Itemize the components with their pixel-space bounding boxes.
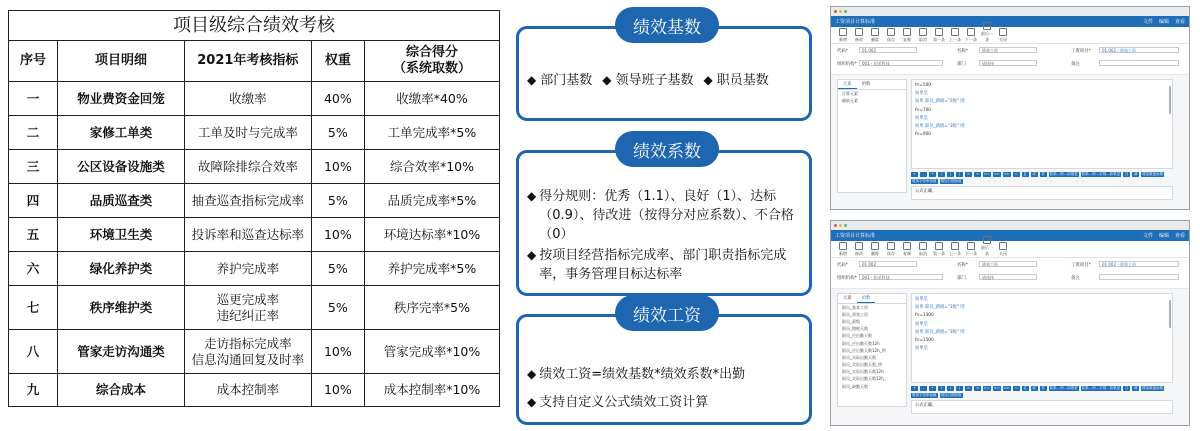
- operator-button[interactable]: <: [974, 386, 981, 391]
- toolbar: [831, 241, 1189, 258]
- toolbar-icon: [951, 242, 959, 250]
- panel-performance-base: [516, 17, 812, 121]
- operator-button[interactable]: 如果…则…如果是: [1049, 172, 1078, 176]
- operator-button[interactable]: /: [938, 386, 945, 391]
- cell-indicator: 故障除排综合效率: [184, 150, 311, 184]
- table-row: [9, 150, 500, 184]
- bullet-text: 支持自定义公式绩效工资计算: [539, 395, 709, 410]
- cell-item: 品质巡查类: [58, 184, 185, 218]
- bullet-text: 得分规则：优秀（1.1）、良好（1）、达标（0.9）、待改进（按得分对应系数）、不合格（0）: [539, 189, 794, 242]
- toolbar-label: 删除: [871, 37, 879, 42]
- form-input[interactable]: 绩效工资: [979, 261, 1037, 267]
- formula-line: 如果 职员_薪级="3级" 则: [915, 123, 965, 129]
- operator-button[interactable]: >: [965, 172, 972, 177]
- base-items: [527, 71, 803, 90]
- bullet-item: [527, 246, 803, 284]
- operator-button[interactable]: =: [1013, 172, 1020, 177]
- cell-no: 一: [9, 82, 58, 116]
- element-tree: [837, 79, 907, 193]
- tree-item[interactable]: 计算元素: [842, 90, 858, 96]
- toolbar-icon: [999, 242, 1007, 250]
- window-dot-icon[interactable]: [839, 224, 842, 227]
- toolbar-icon: [903, 28, 911, 36]
- formula-line: 如果 职员_薪级="1级" 则: [915, 305, 965, 311]
- cell-weight: 5%: [311, 286, 364, 330]
- tab-0[interactable]: 元素: [838, 80, 857, 89]
- operator-button[interactable]: >=: [984, 172, 990, 176]
- tree-item[interactable]: 职员_应出勤天数12h_例: [842, 347, 886, 353]
- toolbar-button[interactable]: [884, 242, 898, 257]
- window-dot-icon[interactable]: [844, 10, 847, 13]
- formula-editor[interactable]: [911, 293, 1173, 383]
- bullet-text: 领导班子基数: [615, 73, 694, 88]
- toolbar-icon: [887, 242, 895, 250]
- toolbar-label: 删除: [871, 251, 879, 256]
- form-area: [831, 258, 1189, 289]
- window-menu: [1143, 232, 1185, 239]
- table-row: [9, 116, 500, 150]
- form-label: 名称*: [957, 263, 968, 268]
- toolbar-button[interactable]: [836, 242, 850, 257]
- cell-weight: 5%: [311, 252, 364, 286]
- bullet-item: [527, 393, 803, 412]
- operator-button[interactable]: -: [920, 172, 927, 177]
- toolbar-button[interactable]: [948, 242, 962, 257]
- panel-performance-coefficient: [516, 141, 812, 296]
- cell-indicator: 养护完成率: [184, 252, 311, 286]
- cell-weight: 10%: [311, 150, 364, 184]
- cell-item: 秩序维护类: [58, 286, 185, 330]
- window-dot-icon[interactable]: [834, 10, 837, 13]
- operator-button[interactable]: 或: [1032, 172, 1036, 176]
- header-cell: 序号: [9, 41, 58, 82]
- toolbar-button[interactable]: [852, 28, 866, 43]
- cell-indicator: 抽查巡查指标完成率: [184, 184, 311, 218]
- table-title: 项目级综合绩效考核: [9, 11, 500, 41]
- toolbar-label: 最后一条: [981, 245, 993, 256]
- bullet-item: [704, 71, 769, 90]
- table-row: [9, 374, 500, 407]
- window-chrome: [831, 7, 1189, 16]
- bullet-text: 职员基数: [716, 73, 769, 88]
- toolbar-label: 取消: [919, 251, 927, 256]
- form-label: 代码*: [837, 49, 848, 54]
- form-input[interactable]: [1099, 60, 1179, 66]
- diamond-bullet-icon: ◆: [527, 189, 537, 203]
- formula-line: 如果是: [915, 346, 928, 352]
- form-input[interactable]: 01.002: [859, 47, 917, 53]
- table-row: [9, 330, 500, 374]
- header-cell: 2021年考核指标: [184, 41, 311, 82]
- toolbar-icon: [967, 242, 975, 250]
- toolbar-label: 复制: [903, 251, 911, 256]
- tree-item[interactable]: 职员_缴税天数: [842, 326, 868, 332]
- tab-1[interactable]: 函数: [857, 294, 876, 303]
- form-label: 备注: [1071, 62, 1080, 67]
- toolbar-button[interactable]: [980, 22, 994, 43]
- cell-weight: 40%: [311, 82, 364, 116]
- formula-line: fn=1300: [915, 313, 934, 319]
- cell-indicator: 巡更完成率 违纪纠正率: [184, 286, 311, 330]
- toolbar-icon: [935, 242, 943, 250]
- kpi-table: [8, 10, 500, 407]
- form-label: 代码*: [837, 263, 848, 268]
- table-row: [9, 252, 500, 286]
- tree-item[interactable]: 职员_应出勤天数: [842, 333, 872, 339]
- tree-item[interactable]: 职员_实际出勤天数12h_: [842, 376, 886, 382]
- operator-button[interactable]: 如果…则…如果是: [1049, 386, 1078, 390]
- bullet-item: [602, 71, 693, 90]
- window-dot-icon[interactable]: [844, 224, 847, 227]
- cell-score: 综合效率*10%: [364, 150, 499, 184]
- cell-no: 三: [9, 150, 58, 184]
- panel-performance-salary: [516, 305, 812, 425]
- formula-line: 如果是: [915, 321, 928, 327]
- formula-body: [831, 289, 1189, 409]
- cell-no: 六: [9, 252, 58, 286]
- form-input[interactable]: 绩效工资: [979, 47, 1037, 53]
- param-button[interactable]: 减: [1133, 172, 1138, 176]
- form-input[interactable]: 001 - 招采科技: [859, 274, 943, 280]
- cell-indicator: 走访指标完成率 信息沟通回复及时率: [184, 330, 311, 374]
- toolbar-label: 新增: [839, 37, 847, 42]
- kpi-table-block: [8, 10, 500, 424]
- tree-tabs: [838, 80, 906, 90]
- diamond-bullet-icon: ◆: [527, 248, 537, 262]
- bullet-text: 部门基数: [540, 73, 593, 88]
- toolbar-button[interactable]: [868, 242, 882, 257]
- toolbar-label: 取消: [919, 37, 927, 42]
- form-area: [831, 44, 1189, 75]
- toolbar-button[interactable]: [932, 242, 946, 257]
- toolbar-button[interactable]: [900, 28, 914, 43]
- cell-indicator: 工单及时与完成率: [184, 116, 311, 150]
- toolbar-label: 保存: [887, 37, 895, 42]
- toolbar-icon: [855, 28, 863, 36]
- toolbar-icon: [903, 242, 911, 250]
- formula-status: 公式正确。: [911, 186, 1173, 200]
- bullet-item: [527, 365, 803, 384]
- cell-no: 八: [9, 330, 58, 374]
- toolbar-label: 上一条: [949, 37, 961, 42]
- param-button[interactable]: 日: [1124, 386, 1129, 390]
- form-input[interactable]: 01.002: [859, 261, 917, 267]
- menu-item[interactable]: 查看: [1174, 233, 1185, 239]
- window-titlebar: [831, 230, 1189, 241]
- toolbar-button[interactable]: [932, 28, 946, 43]
- operator-button[interactable]: (: [947, 172, 954, 177]
- cell-item: 综合成本: [58, 374, 185, 407]
- toolbar-icon: [871, 242, 879, 250]
- menu-item[interactable]: 查看: [1174, 19, 1185, 25]
- toolbar-label: 修改: [855, 251, 863, 256]
- cell-item: 绿化养护类: [58, 252, 185, 286]
- operator-button[interactable]: 非: [1041, 172, 1045, 176]
- tab-1[interactable]: 函数: [861, 82, 871, 87]
- menu-item[interactable]: 编辑: [1158, 19, 1169, 25]
- cell-indicator: 收缴率: [184, 82, 311, 116]
- cell-score: 环境达标率*10%: [364, 218, 499, 252]
- toolbar-label: 上一条: [949, 251, 961, 256]
- toolbar-icon: [839, 242, 847, 250]
- cell-no: 九: [9, 374, 58, 407]
- formula-line: 如果 职员_薪级="3级" 则: [915, 329, 965, 335]
- window-chrome: [831, 221, 1189, 230]
- diamond-bullet-icon: ◆: [703, 73, 713, 87]
- operator-keys: [911, 386, 1173, 398]
- operator-button[interactable]: *: [929, 172, 936, 177]
- form-input[interactable]: 请选择: [979, 60, 1037, 66]
- table-row: [9, 286, 500, 330]
- toolbar-icon: [999, 28, 1007, 36]
- bullet-text: 按项目经营指标完成率、部门职责指标完成率，事务管理目标达标率: [539, 248, 787, 282]
- toolbar-button[interactable]: [964, 242, 978, 257]
- form-label: 备注: [1071, 276, 1080, 281]
- formula-line: 如果 职员_薪级="2级" 则: [915, 99, 965, 105]
- form-input[interactable]: 01.002 - 绩效工资: [1099, 261, 1179, 267]
- toolbar-button[interactable]: [916, 242, 930, 257]
- diamond-bullet-icon: ◆: [602, 73, 612, 87]
- toolbar-button[interactable]: [916, 28, 930, 43]
- cell-item: 管家走访沟通类: [58, 330, 185, 374]
- cell-score: 品质完成率*5%: [364, 184, 499, 218]
- toolbar-label: 复制: [903, 37, 911, 42]
- operator-button[interactable]: 且: [1023, 172, 1027, 176]
- toolbar-icon: [887, 28, 895, 36]
- panel-title-coef: 绩效系数: [615, 131, 719, 167]
- param-button[interactable]: 增加日期参数: [940, 179, 962, 183]
- form-label: 组织机构*: [837, 276, 857, 281]
- operator-button[interactable]: >: [965, 386, 972, 391]
- cell-item: 家修工单类: [58, 116, 185, 150]
- cell-score: 成本控制率*10%: [364, 374, 499, 407]
- param-button[interactable]: 增加数值参数: [1142, 172, 1164, 176]
- operator-button[interactable]: =: [1013, 386, 1020, 391]
- toolbar-button[interactable]: [980, 236, 994, 257]
- toolbar-label: 新增: [839, 251, 847, 256]
- toolbar: [831, 27, 1189, 44]
- formula-line: fn=700: [915, 107, 932, 113]
- operator-button[interactable]: ): [956, 172, 963, 177]
- toolbar-icon: [951, 28, 959, 36]
- operator-button[interactable]: <>: [1003, 172, 1010, 176]
- scrollbar[interactable]: [1169, 300, 1171, 328]
- tree-item[interactable]: 职员_绩效工资: [842, 311, 868, 317]
- formula-line: fn=1500: [915, 337, 934, 343]
- toolbar-label: 保存: [887, 251, 895, 256]
- toolbar-label: 第一条: [933, 251, 945, 256]
- cell-no: 五: [9, 218, 58, 252]
- form-label: 名称*: [957, 49, 968, 54]
- param-button[interactable]: 增加字符串参数: [912, 393, 937, 397]
- param-button[interactable]: 减: [1133, 386, 1138, 390]
- cell-score: 收缴率*40%: [364, 82, 499, 116]
- operator-button[interactable]: <: [974, 172, 981, 177]
- toolbar-button[interactable]: [852, 242, 866, 257]
- form-label: 部门: [957, 62, 966, 67]
- form-input[interactable]: 01.002 - 绩效工资: [1099, 47, 1179, 53]
- formula-line: fn=500: [915, 83, 932, 88]
- salary-formula-window-1: [830, 6, 1190, 210]
- formula-editor[interactable]: [911, 79, 1173, 169]
- toolbar-icon: [919, 28, 927, 36]
- toolbar-icon: [967, 28, 975, 36]
- tree-tabs: [838, 294, 906, 304]
- formula-status: 公式正确。: [911, 400, 1173, 414]
- header-cell: 权重: [311, 41, 364, 82]
- operator-button[interactable]: +: [911, 172, 918, 177]
- tab-0[interactable]: 元素: [843, 296, 852, 301]
- window-title: 工资项目计算标准: [835, 233, 876, 239]
- toolbar-button[interactable]: [948, 28, 962, 43]
- cell-item: 环境卫生类: [58, 218, 185, 252]
- operator-button[interactable]: (: [947, 386, 954, 391]
- menu-item[interactable]: 文件: [1142, 233, 1153, 239]
- tree-item[interactable]: 职员_实际出勤天数: [842, 354, 876, 360]
- operator-button[interactable]: 或: [1032, 386, 1036, 390]
- table-row: [9, 184, 500, 218]
- param-button[interactable]: 增加日期参数: [940, 393, 962, 397]
- operator-button[interactable]: -: [920, 386, 927, 391]
- formula-line: 如果是: [915, 297, 928, 302]
- param-button[interactable]: 日: [1124, 172, 1129, 176]
- salary-items: [527, 365, 803, 421]
- toolbar-icon: [983, 22, 991, 30]
- toolbar-icon: [839, 28, 847, 36]
- toolbar-icon: [935, 28, 943, 36]
- toolbar-button[interactable]: [996, 28, 1010, 43]
- window-titlebar: [831, 16, 1189, 27]
- cell-score: 工单完成率*5%: [364, 116, 499, 150]
- toolbar-button[interactable]: [996, 242, 1010, 257]
- bullet-text: 绩效工资=绩效基数*绩效系数*出勤: [539, 367, 746, 382]
- form-input[interactable]: 请选择: [979, 274, 1037, 280]
- formula-line: fn=900: [915, 132, 932, 138]
- header-cell: 项目明细: [58, 41, 185, 82]
- menu-item[interactable]: 编辑: [1158, 233, 1169, 239]
- toolbar-icon: [855, 242, 863, 250]
- salary-formula-window-2: [830, 220, 1190, 426]
- operator-keys: [911, 172, 1173, 184]
- toolbar-label: 修改: [855, 37, 863, 42]
- cell-no: 四: [9, 184, 58, 218]
- cell-item: 公区设备设施类: [58, 150, 185, 184]
- toolbar-label: 下一条: [965, 251, 977, 256]
- operator-button[interactable]: *: [929, 386, 936, 391]
- toolbar-button[interactable]: [900, 242, 914, 257]
- tree-item[interactable]: 辅助元素: [842, 97, 858, 103]
- tree-item[interactable]: 职员_实际出勤天数_例: [842, 362, 882, 368]
- cell-weight: 10%: [311, 374, 364, 407]
- toolbar-button[interactable]: [836, 28, 850, 43]
- diamond-bullet-icon: ◆: [527, 367, 537, 381]
- toolbar-button[interactable]: [868, 28, 882, 43]
- bullet-item: [527, 71, 592, 90]
- form-input[interactable]: 001 - 招采科技: [859, 60, 943, 66]
- form-label: 组织机构*: [837, 62, 857, 67]
- toolbar-icon: [871, 28, 879, 36]
- operator-button[interactable]: >=: [984, 386, 990, 390]
- formula-body: [831, 75, 1189, 195]
- window-dot-icon[interactable]: [839, 10, 842, 13]
- cell-score: 秩序完率*5%: [364, 286, 499, 330]
- toolbar-button[interactable]: [884, 28, 898, 43]
- window-title: 工资项目计算标准: [835, 19, 876, 25]
- toolbar-label: 关闭: [999, 251, 1007, 256]
- cell-score: 养护完成率*5%: [364, 252, 499, 286]
- cell-weight: 5%: [311, 116, 364, 150]
- form-input[interactable]: [1099, 274, 1179, 280]
- table-header-row: [9, 41, 500, 82]
- cell-indicator: 成本控制率: [184, 374, 311, 407]
- menu-item[interactable]: 文件: [1142, 19, 1153, 25]
- coef-items: [527, 187, 803, 286]
- param-button[interactable]: 增加数值参数: [1142, 386, 1164, 390]
- tree-item[interactable]: 职员_缺勤天数: [842, 383, 868, 389]
- tree-item[interactable]: 职员_薪级: [842, 318, 860, 324]
- panel-title-base: 绩效基数: [615, 7, 719, 43]
- tree-item[interactable]: 职员_基本工资: [842, 304, 868, 310]
- form-label: 工资项目*: [1071, 263, 1091, 268]
- cell-item: 物业费资金回笼: [58, 82, 185, 116]
- tree-item[interactable]: 职员_应出勤天数12h: [842, 340, 880, 346]
- operator-button[interactable]: <=: [993, 386, 1000, 390]
- cell-no: 二: [9, 116, 58, 150]
- operator-button[interactable]: ): [956, 386, 963, 391]
- cell-weight: 10%: [311, 330, 364, 374]
- form-label: 工资项目*: [1071, 49, 1091, 54]
- toolbar-label: 最后一条: [981, 31, 993, 42]
- diamond-bullet-icon: ◆: [527, 73, 537, 87]
- diamond-bullet-icon: ◆: [527, 395, 537, 409]
- panel-title-salary: 绩效工资: [615, 295, 719, 331]
- window-dot-icon[interactable]: [834, 224, 837, 227]
- window-menu: [1143, 18, 1185, 25]
- formula-line: 如果是: [915, 91, 928, 97]
- operator-button[interactable]: 且: [1023, 386, 1027, 390]
- cell-no: 七: [9, 286, 58, 330]
- toolbar-label: 下一条: [965, 37, 977, 42]
- operator-button[interactable]: 如果…则…否则…如果是: [1081, 172, 1121, 176]
- operator-button[interactable]: 非: [1041, 386, 1045, 390]
- element-tree: [837, 293, 907, 407]
- table-row: [9, 218, 500, 252]
- toolbar-label: 第一条: [933, 37, 945, 42]
- cell-weight: 5%: [311, 184, 364, 218]
- operator-button[interactable]: <>: [1003, 386, 1010, 390]
- cell-indicator: 投诉率和巡查达标率: [184, 218, 311, 252]
- scrollbar[interactable]: [1169, 86, 1171, 114]
- param-button[interactable]: 增加字符串参数: [912, 179, 937, 183]
- operator-button[interactable]: <=: [993, 172, 1000, 176]
- header-cell: 综合得分 （系统取数）: [364, 41, 499, 82]
- table-row: [9, 82, 500, 116]
- toolbar-button[interactable]: [964, 28, 978, 43]
- operator-button[interactable]: +: [911, 386, 918, 391]
- operator-button[interactable]: 如果…则…否则…如果是: [1081, 386, 1121, 390]
- formula-line: 如果是: [915, 115, 928, 121]
- toolbar-icon: [919, 242, 927, 250]
- form-label: 部门: [957, 276, 966, 281]
- cell-weight: 10%: [311, 218, 364, 252]
- toolbar-icon: [983, 236, 991, 244]
- toolbar-label: 关闭: [999, 37, 1007, 42]
- bullet-item: [527, 187, 803, 244]
- cell-score: 管家完成率*10%: [364, 330, 499, 374]
- operator-button[interactable]: /: [938, 172, 945, 177]
- tree-item[interactable]: 职员_实际出勤天数12h: [842, 369, 884, 375]
